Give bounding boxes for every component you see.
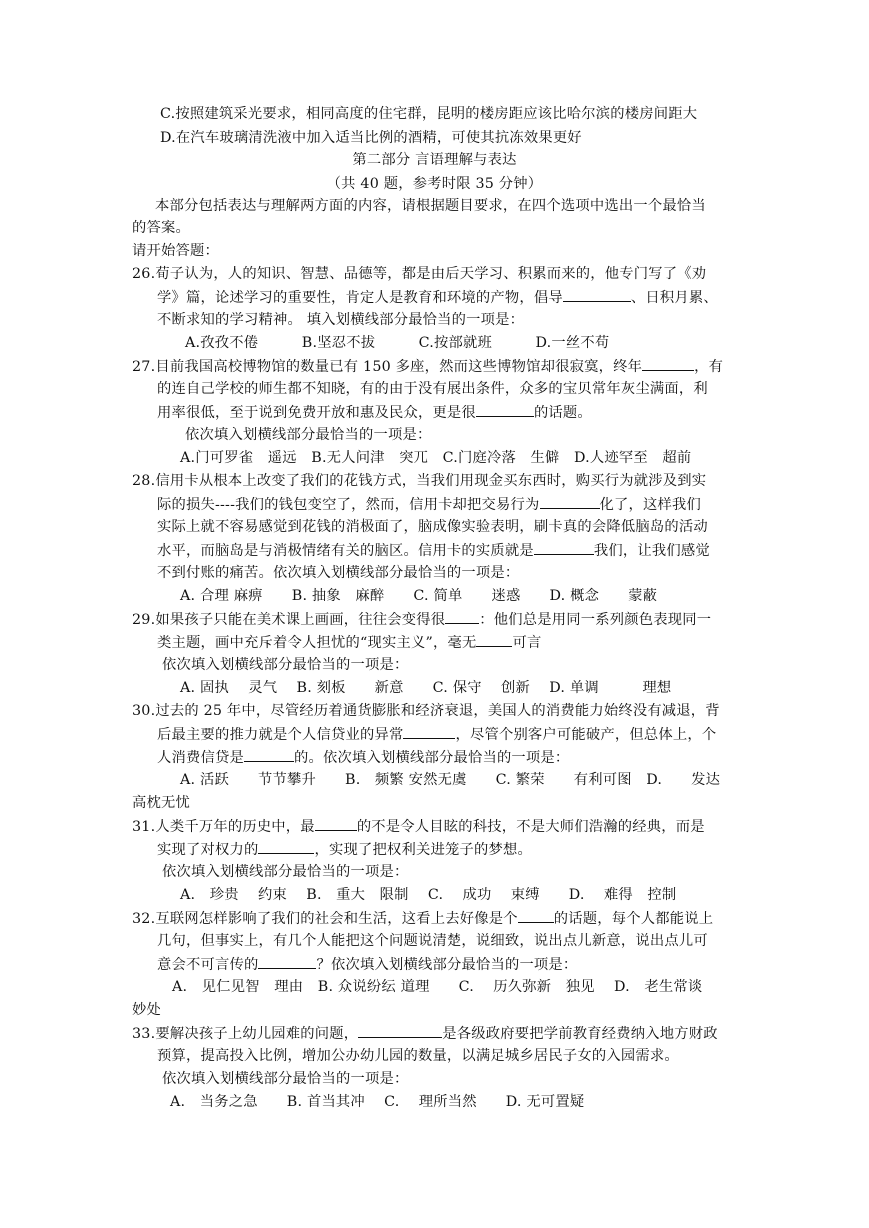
question-text: 类主题，画中充斥着令人担忧的“现实主义”，毫无 可言 xyxy=(157,632,541,653)
question-text: 人消费信贷是 的。依次填入划横线部分最恰当的一项是： xyxy=(157,747,569,768)
question-text: 不断求知的学习精神。 填入划横线部分最恰当的一项是： xyxy=(157,312,525,328)
question-text: 31.人类千万年的历史中，最 的不是令人目眩的科技，不是大师们浩瀚的经典，而是 xyxy=(132,816,705,837)
question-text: 28.信用卡从根本上改变了我们的花钱方式，当我们用现金买东西时，购买行为就涉及到实 xyxy=(132,473,707,489)
option-line: D.在汽车玻璃清洗液中加入适当比例的酒精，可使其抗冻效果更好 xyxy=(160,130,582,146)
question-text: 后最主要的推力就是个人信贷业的异常 ，尽管个别客户可能破产，但总体上，个 xyxy=(157,724,716,745)
question-text: 的连自己学校的师生都不知晓，有的由于没有展出条件，众多的宝贝常年灰尘满面，利 xyxy=(157,381,708,397)
question-text: 几句，但事实上，有几个人能把这个问题说清楚，说细致，说出点儿新意，说出点儿可 xyxy=(157,933,708,949)
answer-blank xyxy=(445,609,479,624)
answer-blank xyxy=(358,1023,442,1038)
question-text: 26.荀子认为，人的知识、智慧、品德等，都是由后天学习、积累而来的，他专门写了《劝 xyxy=(132,266,707,282)
answer-blank xyxy=(642,356,694,371)
answer-blank xyxy=(476,402,534,417)
answer-options: 妙处 xyxy=(132,1002,161,1018)
answer-options: A.孜孜不倦 B.坚忍不拔 C.按部就班 D.一丝不苟 xyxy=(185,335,610,351)
question-text: 33.要解决孩子上幼儿园难的问题， 是各级政府要把学前教育经费纳入地方财政 xyxy=(132,1023,718,1044)
question-prompt: 依次填入划横线部分最恰当的一项是： xyxy=(162,657,409,673)
answer-blank xyxy=(540,494,600,509)
question-prompt: 依次填入划横线部分最恰当的一项是： xyxy=(162,1071,409,1087)
section-subtitle: （共 40 题，参考时限 35 分钟） xyxy=(326,176,543,192)
answer-blank xyxy=(244,747,294,762)
answer-options: A. 固执 灵气 B. 刻板 新意 C. 保守 创新 D. 单调 理想 xyxy=(180,680,672,696)
answer-options: 高枕无忧 xyxy=(132,795,190,811)
answer-blank xyxy=(534,540,594,555)
instructions-text: 的答案。 xyxy=(132,220,190,236)
answer-options: A. 见仁见智 理由 B. 众说纷纭 道理 C. 历久弥新 独见 D. 老生常谈 xyxy=(172,979,703,995)
question-text: 实现了对权力的 ，实现了把权利关进笼子的梦想。 xyxy=(157,839,532,860)
section-title: 第二部分 言语理解与表达 xyxy=(352,152,517,168)
answer-options: A. 当务之急 B. 首当其冲 C. 理所当然 D. 无可置疑 xyxy=(170,1094,585,1110)
answer-blank xyxy=(258,839,314,854)
question-text: 32.互联网怎样影响了我们的社会和生活，这看上去好像是个 的话题，每个人都能说上 xyxy=(132,908,713,929)
instructions-text: 本部分包括表达与理解两方面的内容，请根据题目要求，在四个选项中选出一个最恰当 xyxy=(155,198,706,214)
option-line: C.按照建筑采光要求，相同高度的住宅群，昆明的楼房距应该比哈尔滨的楼房间距大 xyxy=(160,106,698,122)
question-text: 预算，提高投入比例，增加公办幼儿园的数量，以满足城乡居民子女的入园需求。 xyxy=(157,1048,679,1064)
question-text: 29.如果孩子只能在美术课上画画，往往会变得很 ：他们总是用同一系列颜色表现同一 xyxy=(132,609,711,630)
question-text: 30.过去的 25 年中，尽管经历着通货膨胀和经济衰退，美国人的消费能力始终没有减退，背 xyxy=(132,703,720,719)
answer-blank xyxy=(476,632,512,647)
answer-options: A. 活跃 节节攀升 B. 频繁 安然无虞 C. 繁荣 有利可图 D. 发达 xyxy=(180,772,721,788)
answer-options: A. 合理 麻痹 B. 抽象 麻醉 C. 简单 迷惑 D. 概念 蒙蔽 xyxy=(180,588,658,604)
question-text: 意会不可言传的 ？依次填入划横线部分最恰当的一项是： xyxy=(157,954,577,975)
answer-options: A.门可罗雀 遥远 B.无人问津 突兀 C.门庭冷落 生僻 D.人迹罕至 超前 xyxy=(180,450,692,466)
instructions-text: 请开始答题： xyxy=(132,243,219,259)
question-text: 27.目前我国高校博物馆的数量已有 150 多座，然而这些博物馆却很寂寞，终年 ，有 xyxy=(132,356,723,377)
answer-blank xyxy=(315,816,357,831)
answer-blank xyxy=(518,908,554,923)
question-text: 际的损失----我们的钱包变空了，然而，信用卡却把交易行为 化了，这样我们 xyxy=(157,494,701,515)
question-text: 不到付账的痛苦。依次填入划横线部分最恰当的一项是： xyxy=(157,565,520,581)
question-text: 水平，而脑岛是与消极情绪有关的脑区。信用卡的实质就是 我们，让我们感觉 xyxy=(157,540,710,561)
answer-blank xyxy=(258,954,316,969)
answer-blank xyxy=(403,724,455,739)
question-prompt: 依次填入划横线部分最恰当的一项是： xyxy=(162,864,409,880)
answer-blank xyxy=(563,287,631,302)
answer-options: A. 珍贵 约束 B. 重大 限制 C. 成功 束缚 D. 难得 控制 xyxy=(180,887,677,903)
question-text: 实际上就不容易感觉到花钱的消极面了，脑成像实验表明，刷卡真的会降低脑岛的活动 xyxy=(157,519,708,535)
question-prompt: 依次填入划横线部分最恰当的一项是： xyxy=(185,427,432,443)
question-text: 用率很低，至于说到免费开放和惠及民众，更是很 的话题。 xyxy=(157,402,592,423)
question-text: 学》篇，论述学习的重要性，肯定人是教育和环境的产物，倡导 、日积月累、 xyxy=(157,287,718,308)
